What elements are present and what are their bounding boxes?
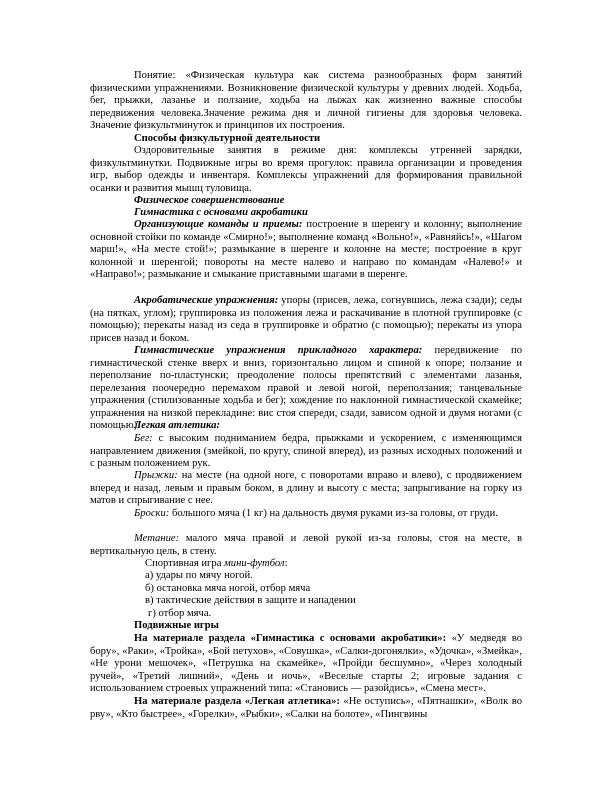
throw-title: Броски: <box>134 508 170 519</box>
sposoby-paragraph: Оздоровительные занятия в режиме дня: комплексы утренней зарядки, физкультминутки. Подвижные игры во время прогулок: правила организации и проведения игр, выбор одежды и инвентаря. Комплексы упражнений для формирования правильной осанки и развития мышц туловища. <box>90 145 522 194</box>
run-title: Бег: <box>134 433 153 444</box>
athletics-games-text: «Не оступись», «Пятнашки», «Волк во рву», «Кто быстрее», «Горелки», «Рыбки», «Салки на болоте», «Пингвины <box>90 696 522 720</box>
heading-athletics: Легкая атлетика: <box>134 420 220 431</box>
heading-outdoor-games: Подвижные игры <box>134 620 219 631</box>
acrobatics-text: упоры (присев, лежа, согнувшись, лежа сзади); седы (на пятках, углом); группировка из положения лежа и раскачивание в плотной группировке (с помощью); перекаты назад из седа в группировке и обратно (с помощью); перекаты из упора присев назад и боком. <box>90 295 522 344</box>
sport-game-prefix: Спортивная игра <box>145 558 225 569</box>
athletics-games-paragraph <box>90 696 522 721</box>
toss-paragraph <box>90 533 522 558</box>
toss-title: Метание: <box>134 533 180 544</box>
heading-sovershenstvovanie: Физическое совершенствование <box>134 195 285 206</box>
heading-sposoby: Способы физкультурной деятельности <box>134 133 321 144</box>
football-item-a: а) удары по мячу ногой. <box>145 570 253 581</box>
org-commands-paragraph <box>90 219 522 282</box>
jump-title: Прыжки: <box>134 470 178 481</box>
applied-text: передвижение по гимнастической стенке вверх и вниз, горизонтально лицом и спиной к опоре; ползание и переползание по-пластунски; преодоление полосы препятствий с элементами лазанья, перелезания поочередно перемахом правой и левой ногой, переползания; танцевальные упражнения (стилизованные ходьба и бег); хождение по наклонной гимнастической скамейке; упражнения на низкой перекладине: вис стоя спереди, сзади, зависом одной и двумя ногами (с помощью). <box>90 345 522 431</box>
applied-title: Гимнастические упражнения прикладного характера: <box>134 345 423 356</box>
throw-paragraph <box>90 508 522 521</box>
sport-game-line <box>145 558 515 571</box>
acrobatics-title: Акробатические упражнения: <box>134 295 279 306</box>
football-item-b: б) остановка мяча ногой, отбор мяча <box>145 583 311 594</box>
intro-paragraph: Понятие: «Физическая культура как система разнообразных форм занятий физическими упражнениями. Возникновение физической культуры у древних людей. Ходьба, бег, прыжки, лазанье и ползание, ходьба на лыжах как жизненно важные способы передвижения человека.Значение режима дня и личной гигиены для здоровья человека. Значение физкультминуток и принципов их построения. <box>90 70 522 131</box>
acrobatics-paragraph <box>90 295 522 345</box>
sport-game-suffix: : <box>284 558 288 569</box>
run-text: с высоким подниманием бедра, прыжками и ускорением, с изменяющимся направлением движения (змейкой, по кругу, спиной вперед), из разных исходных положений и с разным положением рук. <box>90 433 522 469</box>
gym-games-paragraph <box>90 633 522 696</box>
gym-games-title: На материале раздела «Гимнастика с основами акробатики»: <box>134 633 447 644</box>
football-item-c: в) тактические действия в защите и нападении <box>145 595 356 606</box>
heading-gymnastics: Гимнастика с основами акробатики <box>134 207 308 218</box>
toss-text: малого мяча правой и левой рукой из-за головы, стоя на месте, в вертикальную цель, в стену. <box>90 533 522 557</box>
throw-text: большого мяча (1 кг) на дальность двумя руками из-за головы, от груди. <box>169 508 498 519</box>
athletics-games-title: На материале раздела «Легкая атлетика»: <box>134 696 340 707</box>
run-paragraph <box>90 433 522 471</box>
org-commands-title: Организующие команды и приемы: <box>134 219 303 230</box>
sport-game-name: мини-футбол <box>224 558 285 569</box>
jump-paragraph <box>90 470 522 508</box>
gym-games-text: «У медведя во бору», «Раки», «Тройка», «Бой петухов», «Совушка», «Салки-догонялки», «Удочка», «Змейка», «Не урони мешочек», «Петрушка на скамейке», «Пройди бесшумно», «Через холодный ручей», «Третий лишний», «День и ночь», «Веселые старты 2; игровые задания с использованием строевых упражнений типа: «Становись — разойдись», «Смена мест». <box>90 633 522 694</box>
jump-text: на месте (на одной ноге, с поворотами вправо и влево), с продвижением вперед и назад, левым и правым боком, в длину и высоту с места; запрыгивание на горку из матов и спрыгивание с нее. <box>90 470 522 506</box>
football-item-d: г) отбор мяча. <box>148 608 212 619</box>
org-commands-text: построение в шеренгу и колонну; выполнение основной стойки по команде «Смирно!»; выполнение команд «Вольно!», «Равняйсь!», «Шагом марш!», «На месте стой!»; размыкание в шеренге и колонне на месте; построение в круг колонной и шеренгой; повороты на месте налево и направо по командам «Налево!» и «Направо!»; размыкание и смыкание приставными шагами в шеренге. <box>90 219 523 280</box>
